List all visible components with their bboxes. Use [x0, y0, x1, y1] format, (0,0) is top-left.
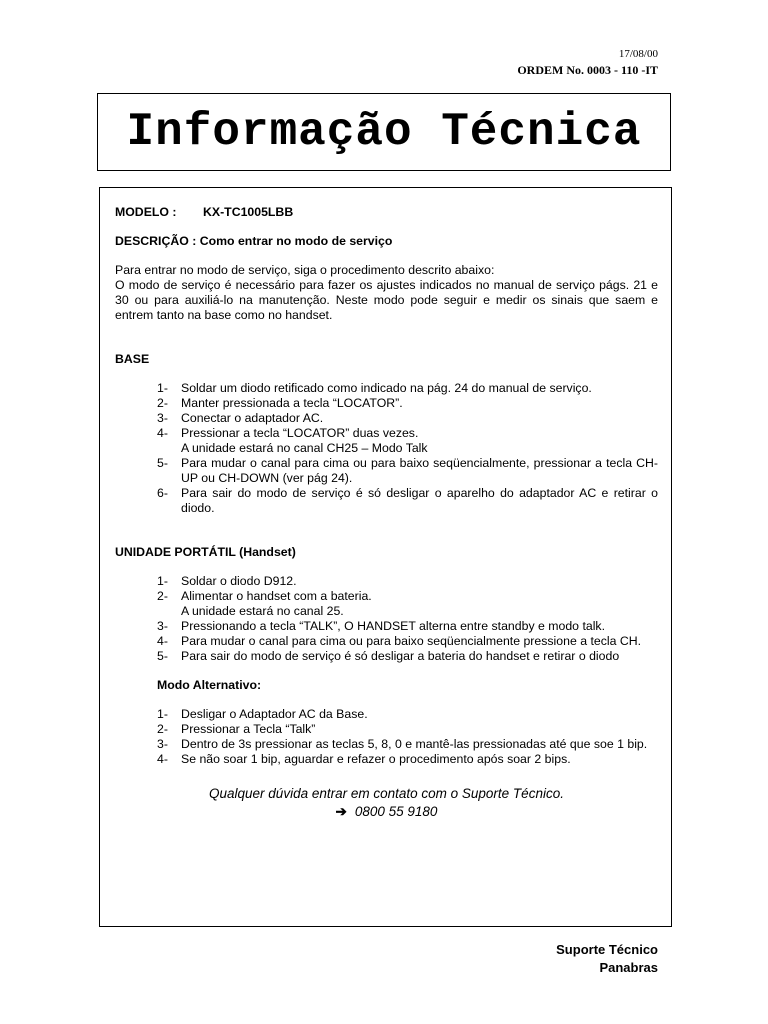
- model-row: [115, 205, 658, 220]
- intro-paragraph: O modo de serviço é necessário para fazer os ajustes indicados no manual de serviço págs. 21 e 30 ou para auxiliá-lo na manutenção. Neste modo pode seguir e medir os sinais que saem e entrem tanto na base como no handset.: [115, 278, 658, 322]
- list-item: [157, 752, 658, 767]
- document-header: [517, 46, 658, 78]
- alternative-steps-list: [157, 707, 658, 767]
- step-number: 6-: [157, 486, 168, 500]
- footer-line-2: Panabras: [599, 960, 658, 975]
- step-number: 2-: [157, 396, 168, 410]
- step-text: Desligar o Adaptador AC da Base.: [181, 707, 368, 721]
- step-number: 5-: [157, 649, 168, 663]
- content-box: [99, 187, 672, 927]
- step-text: Dentro de 3s pressionar as teclas 5, 8, 0 e mantê-las pressionadas até que soe 1 bip.: [181, 737, 648, 751]
- step-text: Pressionar a Tecla “Talk”: [181, 722, 316, 736]
- document-date: 17/08/00: [618, 48, 658, 60]
- list-item: [157, 619, 658, 634]
- step-number: 1-: [157, 381, 168, 395]
- footer-signature: [556, 941, 658, 977]
- model-label: MODELO :: [115, 205, 177, 219]
- step-number: 1-: [157, 574, 168, 588]
- list-item: [157, 634, 658, 649]
- step-text: Manter pressionada a tecla “LOCATOR”.: [181, 396, 403, 410]
- list-item: [157, 426, 658, 456]
- step-text: Para mudar o canal para cima ou para baixo seqüencialmente, pressionar a tecla CH-UP ou CH-DOWN (ver pág 24).: [181, 456, 658, 485]
- contact-text: Qualquer dúvida entrar em contato com o Suporte Técnico.: [209, 786, 564, 801]
- list-item: [157, 396, 658, 411]
- step-text: Conectar o adaptador AC.: [181, 411, 324, 425]
- contact-block: [115, 785, 658, 821]
- step-number: 5-: [157, 456, 168, 470]
- step-text: [181, 589, 658, 619]
- footer-line-1: Suporte Técnico: [556, 942, 658, 957]
- step-text: Se não soar 1 bip, aguardar e refazer o procedimento após soar 2 bips.: [181, 752, 571, 766]
- contact-phone-row: [115, 803, 658, 821]
- step-number: 3-: [157, 737, 168, 751]
- step-text: Soldar um diodo retificado como indicado na pág. 24 do manual de serviço.: [181, 381, 592, 395]
- list-item: [157, 589, 658, 619]
- list-item: [157, 574, 658, 589]
- order-number: ORDEM No. 0003 - 110 -IT: [517, 63, 658, 77]
- description-heading: DESCRIÇÃO : Como entrar no modo de serviço: [115, 234, 393, 248]
- list-item: [157, 722, 658, 737]
- step-text: Soldar o diodo D912.: [181, 574, 297, 588]
- step-number: 3-: [157, 619, 168, 633]
- step-main-text: Pressionar a tecla “LOCATOR” duas vezes.: [181, 426, 419, 440]
- alternative-heading: Modo Alternativo:: [157, 678, 262, 692]
- list-item: [157, 411, 658, 426]
- step-number: 3-: [157, 411, 168, 425]
- step-note: A unidade estará no canal 25.: [181, 604, 344, 618]
- step-number: 4-: [157, 752, 168, 766]
- step-number: 4-: [157, 634, 168, 648]
- title-box: [97, 93, 671, 171]
- intro-line-1: Para entrar no modo de serviço, siga o procedimento descrito abaixo:: [115, 263, 495, 277]
- list-item: [157, 486, 658, 516]
- step-note: A unidade estará no canal CH25 – Modo Talk: [181, 441, 428, 455]
- step-text: [181, 426, 658, 456]
- content-body: [115, 205, 658, 821]
- list-item: [157, 649, 658, 664]
- list-item: [157, 381, 658, 396]
- contact-phone: 0800 55 9180: [354, 804, 438, 819]
- base-steps-list: [157, 381, 658, 516]
- step-number: 4-: [157, 426, 168, 440]
- step-number: 1-: [157, 707, 168, 721]
- step-main-text: Alimentar o handset com a bateria.: [181, 589, 372, 603]
- document-title: Informação Técnica: [126, 106, 642, 158]
- step-text: Para mudar o canal para cima ou para baixo seqüencialmente pressione a tecla CH.: [181, 634, 642, 648]
- list-item: [157, 707, 658, 722]
- right-arrow-icon: ➔: [335, 804, 347, 819]
- handset-heading: UNIDADE PORTÁTIL (Handset): [115, 545, 296, 559]
- step-text: Pressionando a tecla “TALK”, O HANDSET alterna entre standby e modo talk.: [181, 619, 605, 633]
- list-item: [157, 737, 658, 752]
- model-value: KX-TC1005LBB: [203, 205, 294, 219]
- base-heading: BASE: [115, 352, 150, 366]
- step-number: 2-: [157, 589, 168, 603]
- step-number: 2-: [157, 722, 168, 736]
- handset-steps-list: [157, 574, 658, 664]
- list-item: [157, 456, 658, 486]
- step-text: Para sair do modo de serviço é só desligar a bateria do handset e retirar o diodo: [181, 649, 620, 663]
- step-text: Para sair do modo de serviço é só desligar o aparelho do adaptador AC e retirar o diodo.: [181, 486, 658, 515]
